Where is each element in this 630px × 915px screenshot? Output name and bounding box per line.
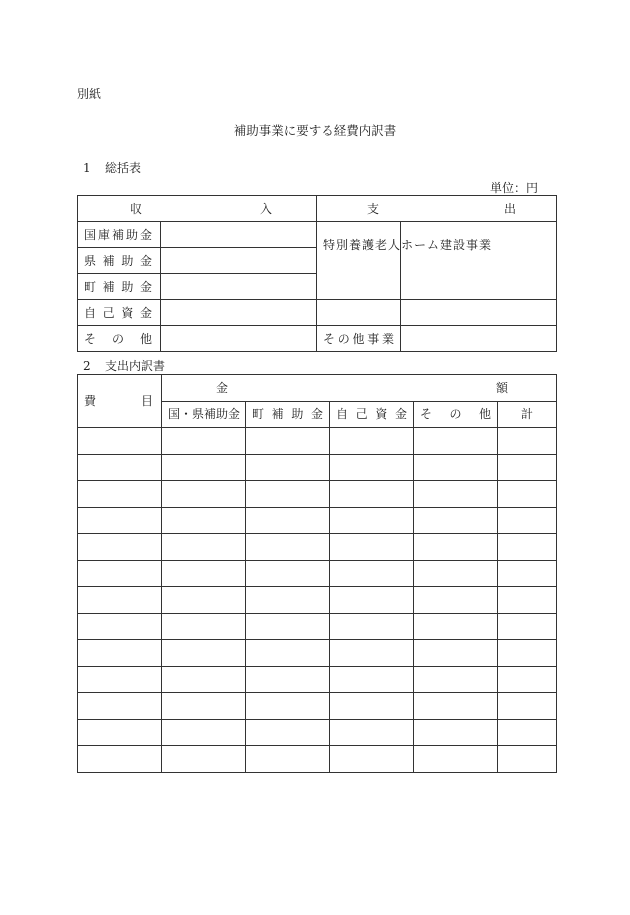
cell-own-funds[interactable] [330, 534, 414, 561]
cell-item[interactable] [78, 560, 162, 587]
expense-header [317, 196, 557, 222]
subheader-town [246, 401, 330, 428]
label-char: 金 [139, 279, 152, 294]
cell-own-funds[interactable] [330, 746, 414, 773]
cell-own-funds[interactable] [330, 666, 414, 693]
summary-row [78, 326, 557, 352]
summary-row [78, 222, 557, 248]
cell-total[interactable] [498, 507, 557, 534]
table-row [78, 693, 557, 720]
cell-other[interactable] [414, 693, 498, 720]
cell-town[interactable] [246, 746, 330, 773]
label-char: 町 [84, 279, 97, 294]
label-char: 金 [139, 227, 152, 242]
cell-national-prefecture[interactable] [162, 719, 246, 746]
cell-item[interactable] [78, 481, 162, 508]
income-value-town[interactable] [161, 274, 317, 300]
header-char: 他 [478, 407, 491, 422]
cell-national-prefecture[interactable] [162, 454, 246, 481]
breakdown-table [77, 374, 557, 773]
cell-national-prefecture[interactable] [162, 640, 246, 667]
label-char: の [337, 331, 350, 346]
section1-heading [83, 159, 141, 176]
subheader-own-funds [330, 401, 414, 428]
header-char: 金 [216, 380, 229, 395]
income-header-char: 収 [130, 201, 143, 216]
item-header [78, 375, 162, 428]
cell-town[interactable] [246, 613, 330, 640]
label-char: 補 [102, 279, 115, 294]
label-char: の [111, 331, 124, 346]
cell-other[interactable] [414, 719, 498, 746]
income-label-national [78, 222, 161, 248]
header-char: 費 [84, 394, 97, 408]
cell-national-prefecture[interactable] [162, 666, 246, 693]
section2-heading [83, 357, 165, 374]
cell-total[interactable] [498, 613, 557, 640]
cell-other[interactable] [414, 481, 498, 508]
label-char: 己 [102, 305, 115, 320]
cell-town[interactable] [246, 693, 330, 720]
cell-item[interactable] [78, 454, 162, 481]
cell-own-funds[interactable] [330, 640, 414, 667]
cell-national-prefecture[interactable] [162, 428, 246, 455]
expense-item-main: 特別養護老人ホーム建設事業 [317, 222, 401, 300]
cell-item[interactable] [78, 587, 162, 614]
header-char: 金 [310, 407, 323, 422]
cell-other[interactable] [414, 560, 498, 587]
cell-own-funds[interactable] [330, 693, 414, 720]
section1-number: 1 [83, 161, 91, 175]
expense-value-main[interactable] [401, 222, 557, 300]
expense-value-other[interactable] [401, 326, 557, 352]
cell-item[interactable] [78, 534, 162, 561]
cell-item[interactable] [78, 719, 162, 746]
section2-number: 2 [83, 359, 91, 373]
table-row [78, 719, 557, 746]
cell-national-prefecture[interactable] [162, 587, 246, 614]
label-char: 事 [367, 331, 380, 346]
label-char: 他 [139, 331, 152, 346]
header-char: の [449, 407, 462, 422]
table-row [78, 613, 557, 640]
cell-total[interactable] [498, 693, 557, 720]
income-label-prefecture [78, 248, 161, 274]
cell-own-funds[interactable] [330, 428, 414, 455]
cell-total[interactable] [498, 481, 557, 508]
cell-item[interactable] [78, 613, 162, 640]
cell-other[interactable] [414, 613, 498, 640]
cell-town[interactable] [246, 507, 330, 534]
table-row [78, 428, 557, 455]
header-char: 自 [336, 407, 349, 422]
income-header [78, 196, 317, 222]
income-label-other [78, 326, 161, 352]
expense-item-other [317, 326, 401, 352]
table-row [78, 534, 557, 561]
summary-table [77, 195, 557, 352]
cell-total[interactable] [498, 587, 557, 614]
label-char: 庫 [97, 227, 110, 242]
label-char: そ [84, 331, 97, 346]
cell-town[interactable] [246, 534, 330, 561]
cell-other[interactable] [414, 534, 498, 561]
section1-title: 総括表 [105, 161, 142, 175]
cell-other[interactable] [414, 428, 498, 455]
cell-own-funds[interactable] [330, 454, 414, 481]
header-char: 目 [140, 394, 153, 408]
income-label-own-funds [78, 300, 161, 326]
cell-total[interactable] [498, 454, 557, 481]
label-char: 自 [84, 305, 97, 320]
subheader-other [414, 401, 498, 428]
unit-label: 単位：円 [489, 181, 538, 195]
table-row [78, 454, 557, 481]
label-char: 補 [111, 227, 124, 242]
expense-header-char: 出 [503, 201, 516, 216]
breakdown-header-row [78, 375, 557, 402]
cell-total[interactable] [498, 640, 557, 667]
header-char: 額 [495, 380, 508, 395]
label-char: 国 [84, 227, 97, 242]
subheader-total: 計 [498, 401, 557, 428]
cell-own-funds[interactable] [330, 481, 414, 508]
cell-national-prefecture[interactable] [162, 507, 246, 534]
header-char: 金 [394, 407, 407, 422]
label-char: 助 [121, 279, 134, 294]
income-value-own-funds[interactable] [161, 300, 317, 326]
cell-town[interactable] [246, 428, 330, 455]
cell-own-funds[interactable] [330, 587, 414, 614]
cell-town[interactable] [246, 587, 330, 614]
cell-other[interactable] [414, 666, 498, 693]
cell-other[interactable] [414, 587, 498, 614]
cell-national-prefecture[interactable] [162, 613, 246, 640]
income-label-town [78, 274, 161, 300]
cell-other[interactable] [414, 746, 498, 773]
cell-total[interactable] [498, 666, 557, 693]
table-row [78, 587, 557, 614]
cell-town[interactable] [246, 719, 330, 746]
cell-town[interactable] [246, 640, 330, 667]
cell-total[interactable] [498, 534, 557, 561]
table-row [78, 481, 557, 508]
expense-header-char: 支 [367, 201, 380, 216]
header-char: 補 [271, 407, 284, 422]
cell-item[interactable] [78, 507, 162, 534]
cell-total[interactable] [498, 560, 557, 587]
table-row [78, 640, 557, 667]
cell-other[interactable] [414, 640, 498, 667]
cell-national-prefecture[interactable] [162, 693, 246, 720]
table-row [78, 560, 557, 587]
label-char: 助 [121, 253, 134, 268]
expense-item-blank [317, 300, 401, 326]
label-char: 資 [121, 305, 134, 320]
header-char: 町 [252, 407, 265, 422]
table-row [78, 746, 557, 773]
label-char: そ [323, 331, 336, 346]
label-char: 助 [125, 227, 138, 242]
cell-item[interactable] [78, 746, 162, 773]
summary-header-row [78, 196, 557, 222]
section2-title: 支出内訳書 [105, 359, 166, 373]
header-char: そ [420, 407, 433, 422]
cell-item[interactable] [78, 666, 162, 693]
income-value-other[interactable] [161, 326, 317, 352]
cell-item[interactable] [78, 640, 162, 667]
cell-own-funds[interactable] [330, 560, 414, 587]
label-char: 他 [352, 331, 365, 346]
income-value-national[interactable] [161, 222, 317, 248]
cell-total[interactable] [498, 746, 557, 773]
cell-item[interactable] [78, 693, 162, 720]
cell-town[interactable] [246, 454, 330, 481]
summary-row [78, 300, 557, 326]
income-header-char: 入 [259, 201, 272, 216]
attachment-label: 別紙 [77, 87, 102, 101]
cell-other[interactable] [414, 507, 498, 534]
header-char: 助 [291, 407, 304, 422]
cell-national-prefecture[interactable] [162, 560, 246, 587]
cell-town[interactable] [246, 481, 330, 508]
cell-total[interactable] [498, 719, 557, 746]
cell-national-prefecture[interactable] [162, 481, 246, 508]
expense-value-blank[interactable] [401, 300, 557, 326]
table-row [78, 507, 557, 534]
document-title: 補助事業に要する経費内訳書 [233, 123, 397, 138]
cell-total[interactable] [498, 428, 557, 455]
cell-town[interactable] [246, 560, 330, 587]
amount-header [162, 375, 557, 402]
header-char: 資 [375, 407, 388, 422]
cell-town[interactable] [246, 666, 330, 693]
label-char: 補 [102, 253, 115, 268]
cell-item[interactable] [78, 428, 162, 455]
label-char: 金 [139, 305, 152, 320]
cell-national-prefecture[interactable] [162, 534, 246, 561]
label-char: 県 [84, 253, 97, 268]
income-value-prefecture[interactable] [161, 248, 317, 274]
cell-own-funds[interactable] [330, 613, 414, 640]
cell-national-prefecture[interactable] [162, 746, 246, 773]
label-char: 金 [139, 253, 152, 268]
label-char: 業 [381, 331, 394, 346]
header-char: 己 [355, 407, 368, 422]
subheader-national-prefecture: 国・県補助金 [162, 401, 246, 428]
cell-own-funds[interactable] [330, 719, 414, 746]
cell-own-funds[interactable] [330, 507, 414, 534]
table-row [78, 666, 557, 693]
cell-other[interactable] [414, 454, 498, 481]
